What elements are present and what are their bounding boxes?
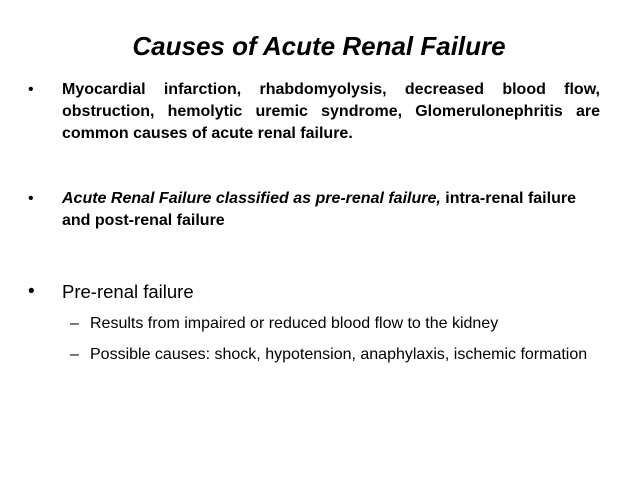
bullet-icon: • xyxy=(28,281,35,302)
bullet-text-italic: Acute Renal Failure classified as pre-renal failure, xyxy=(62,190,441,207)
bullet-icon: • xyxy=(28,190,34,207)
bullet-text xyxy=(62,188,600,232)
bullet-item-causes xyxy=(28,79,600,171)
dash-icon: – xyxy=(70,315,79,332)
bullet-item-classification xyxy=(28,188,600,234)
bullet-text: Myocardial infarction, rhabdomyolysis, decreased blood flow, obstruction, hemolytic uremic syndrome, Glomerulonephritis are common causes of acute renal failure. xyxy=(62,81,600,142)
sub-bullet-text: Possible causes: shock, hypotension, anaphylaxis, ischemic formation xyxy=(90,346,588,363)
bullet-text-rest: intra-renal failure and post-renal failure xyxy=(62,190,576,229)
bullet-icon: • xyxy=(28,81,34,98)
sub-bullet-item xyxy=(70,343,610,391)
sub-bullet-item xyxy=(70,312,610,336)
bullet-item-pre-renal xyxy=(28,280,600,306)
bullet-text: Pre-renal failure xyxy=(62,281,194,302)
sub-bullet-text: Results from impaired or reduced blood flow to the kidney xyxy=(90,315,499,332)
dash-icon: – xyxy=(70,346,79,363)
slide-title: Causes of Acute Renal Failure xyxy=(132,31,506,61)
